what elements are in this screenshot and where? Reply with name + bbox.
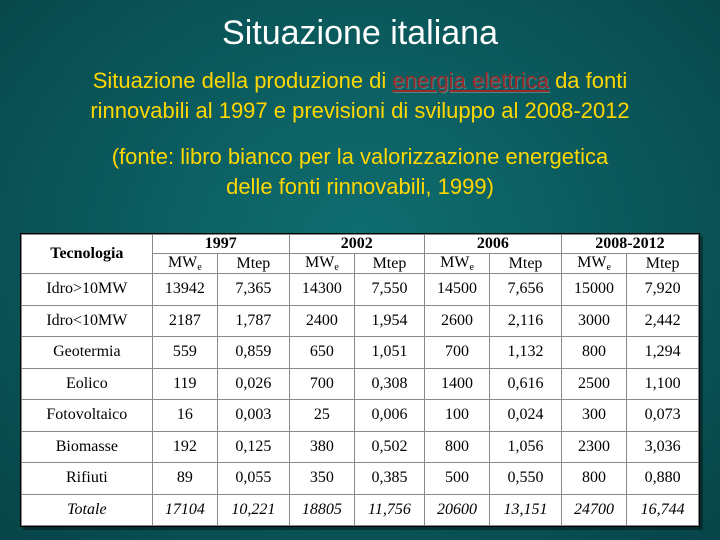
mtep-value-cell: 2,442 xyxy=(627,305,699,337)
source-line-1: (fonte: libro bianco per la valorizzazione energetica xyxy=(111,144,609,169)
unit-mwe-subscript: e xyxy=(606,262,611,273)
mtep-value-cell: 7,550 xyxy=(355,274,425,306)
mtep-value-cell: 1,100 xyxy=(627,368,699,400)
table-row xyxy=(22,431,699,463)
mwe-value-cell: 700 xyxy=(289,368,354,400)
mtep-value-cell: 13,151 xyxy=(490,494,562,526)
unit-mwe-header xyxy=(289,254,354,274)
mtep-value-cell: 1,132 xyxy=(490,337,562,369)
unit-mwe-subscript: e xyxy=(197,262,202,273)
mwe-value-cell: 18805 xyxy=(289,494,354,526)
mtep-value-cell: 10,221 xyxy=(218,494,290,526)
mtep-value-cell: 0,616 xyxy=(490,368,562,400)
tech-cell: Fotovoltaico xyxy=(22,400,153,432)
mwe-value-cell: 650 xyxy=(289,337,354,369)
year-header: 2006 xyxy=(424,235,561,254)
mwe-value-cell: 500 xyxy=(424,463,489,495)
mtep-value-cell: 0,073 xyxy=(627,400,699,432)
mwe-value-cell: 700 xyxy=(424,337,489,369)
mwe-value-cell: 89 xyxy=(152,463,217,495)
mwe-value-cell: 20600 xyxy=(424,494,489,526)
mwe-value-cell: 800 xyxy=(424,431,489,463)
mwe-value-cell: 300 xyxy=(561,400,626,432)
unit-mtep-header: Mtep xyxy=(218,254,290,274)
mwe-value-cell: 192 xyxy=(152,431,217,463)
mwe-value-cell: 2600 xyxy=(424,305,489,337)
mwe-value-cell: 2500 xyxy=(561,368,626,400)
tech-cell: Geotermia xyxy=(22,337,153,369)
mwe-value-cell: 25 xyxy=(289,400,354,432)
slide-subtitle xyxy=(20,66,700,126)
table-row xyxy=(22,305,699,337)
mwe-value-cell: 350 xyxy=(289,463,354,495)
table-row xyxy=(22,368,699,400)
mwe-value-cell: 100 xyxy=(424,400,489,432)
table-row xyxy=(22,400,699,432)
renewables-table xyxy=(21,234,699,526)
mwe-value-cell: 17104 xyxy=(152,494,217,526)
mwe-value-cell: 2300 xyxy=(561,431,626,463)
mtep-value-cell: 7,920 xyxy=(627,274,699,306)
tech-cell: Biomasse xyxy=(22,431,153,463)
table-row xyxy=(22,463,699,495)
mtep-value-cell: 0,024 xyxy=(490,400,562,432)
mwe-value-cell: 559 xyxy=(152,337,217,369)
subtitle-text-end: da fonti xyxy=(548,68,628,93)
mwe-value-cell: 119 xyxy=(152,368,217,400)
subtitle-text-start: Situazione della produzione di xyxy=(92,68,393,93)
mwe-value-cell: 24700 xyxy=(561,494,626,526)
unit-mwe-header xyxy=(152,254,217,274)
unit-mwe-label: MW xyxy=(577,254,607,271)
table-row xyxy=(22,494,699,526)
mtep-value-cell: 0,125 xyxy=(218,431,290,463)
mtep-value-cell: 0,385 xyxy=(355,463,425,495)
mtep-value-cell: 0,006 xyxy=(355,400,425,432)
table-row xyxy=(22,337,699,369)
subtitle-highlight: energia elettrica xyxy=(392,68,549,93)
tech-cell: Totale xyxy=(22,494,153,526)
source-note xyxy=(20,142,700,202)
mwe-value-cell: 13942 xyxy=(152,274,217,306)
mtep-value-cell: 2,116 xyxy=(490,305,562,337)
mwe-value-cell: 1400 xyxy=(424,368,489,400)
mtep-value-cell: 1,051 xyxy=(355,337,425,369)
mtep-value-cell: 3,036 xyxy=(627,431,699,463)
unit-mtep-header: Mtep xyxy=(627,254,699,274)
unit-mwe-header xyxy=(561,254,626,274)
table-row xyxy=(22,274,699,306)
unit-mwe-label: MW xyxy=(440,254,470,271)
mtep-value-cell: 0,003 xyxy=(218,400,290,432)
mwe-value-cell: 14300 xyxy=(289,274,354,306)
mtep-value-cell: 0,502 xyxy=(355,431,425,463)
unit-mwe-label: MW xyxy=(167,254,198,271)
mtep-value-cell: 7,656 xyxy=(490,274,562,306)
slide-title: Situazione italiana xyxy=(222,14,498,52)
subtitle-line-2: rinnovabili al 1997 e previsioni di sviluppo al 2008-2012 xyxy=(90,98,630,123)
mtep-value-cell: 1,954 xyxy=(355,305,425,337)
tech-cell: Rifiuti xyxy=(22,463,153,495)
year-header-row xyxy=(22,235,699,254)
data-table-container xyxy=(20,233,700,527)
tech-cell: Idro>10MW xyxy=(22,274,153,306)
year-header: 2008-2012 xyxy=(561,235,698,254)
mtep-value-cell: 0,880 xyxy=(627,463,699,495)
mtep-value-cell: 16,744 xyxy=(627,494,699,526)
mtep-value-cell: 11,756 xyxy=(355,494,425,526)
unit-mwe-label: MW xyxy=(304,254,335,271)
mwe-value-cell: 16 xyxy=(152,400,217,432)
mwe-value-cell: 14500 xyxy=(424,274,489,306)
mtep-value-cell: 0,550 xyxy=(490,463,562,495)
mwe-value-cell: 800 xyxy=(561,337,626,369)
unit-mtep-header: Mtep xyxy=(490,254,562,274)
source-line-2: delle fonti rinnovabili, 1999) xyxy=(226,174,494,199)
tech-header: Tecnologia xyxy=(22,235,153,274)
table-body xyxy=(22,274,699,526)
mwe-value-cell: 800 xyxy=(561,463,626,495)
unit-mwe-header xyxy=(424,254,489,274)
mtep-value-cell: 0,055 xyxy=(218,463,290,495)
unit-mwe-subscript: e xyxy=(334,262,339,273)
mtep-value-cell: 0,026 xyxy=(218,368,290,400)
mwe-value-cell: 3000 xyxy=(561,305,626,337)
mtep-value-cell: 0,859 xyxy=(218,337,290,369)
year-header: 2002 xyxy=(289,235,424,254)
unit-mwe-subscript: e xyxy=(469,262,474,273)
mwe-value-cell: 2400 xyxy=(289,305,354,337)
tech-cell: Idro<10MW xyxy=(22,305,153,337)
mtep-value-cell: 1,294 xyxy=(627,337,699,369)
year-header: 1997 xyxy=(152,235,289,254)
mtep-value-cell: 7,365 xyxy=(218,274,290,306)
mwe-value-cell: 15000 xyxy=(561,274,626,306)
mtep-value-cell: 0,308 xyxy=(355,368,425,400)
mtep-value-cell: 1,787 xyxy=(218,305,290,337)
unit-mtep-header: Mtep xyxy=(355,254,425,274)
tech-cell: Eolico xyxy=(22,368,153,400)
mtep-value-cell: 1,056 xyxy=(490,431,562,463)
mwe-value-cell: 380 xyxy=(289,431,354,463)
mwe-value-cell: 2187 xyxy=(152,305,217,337)
